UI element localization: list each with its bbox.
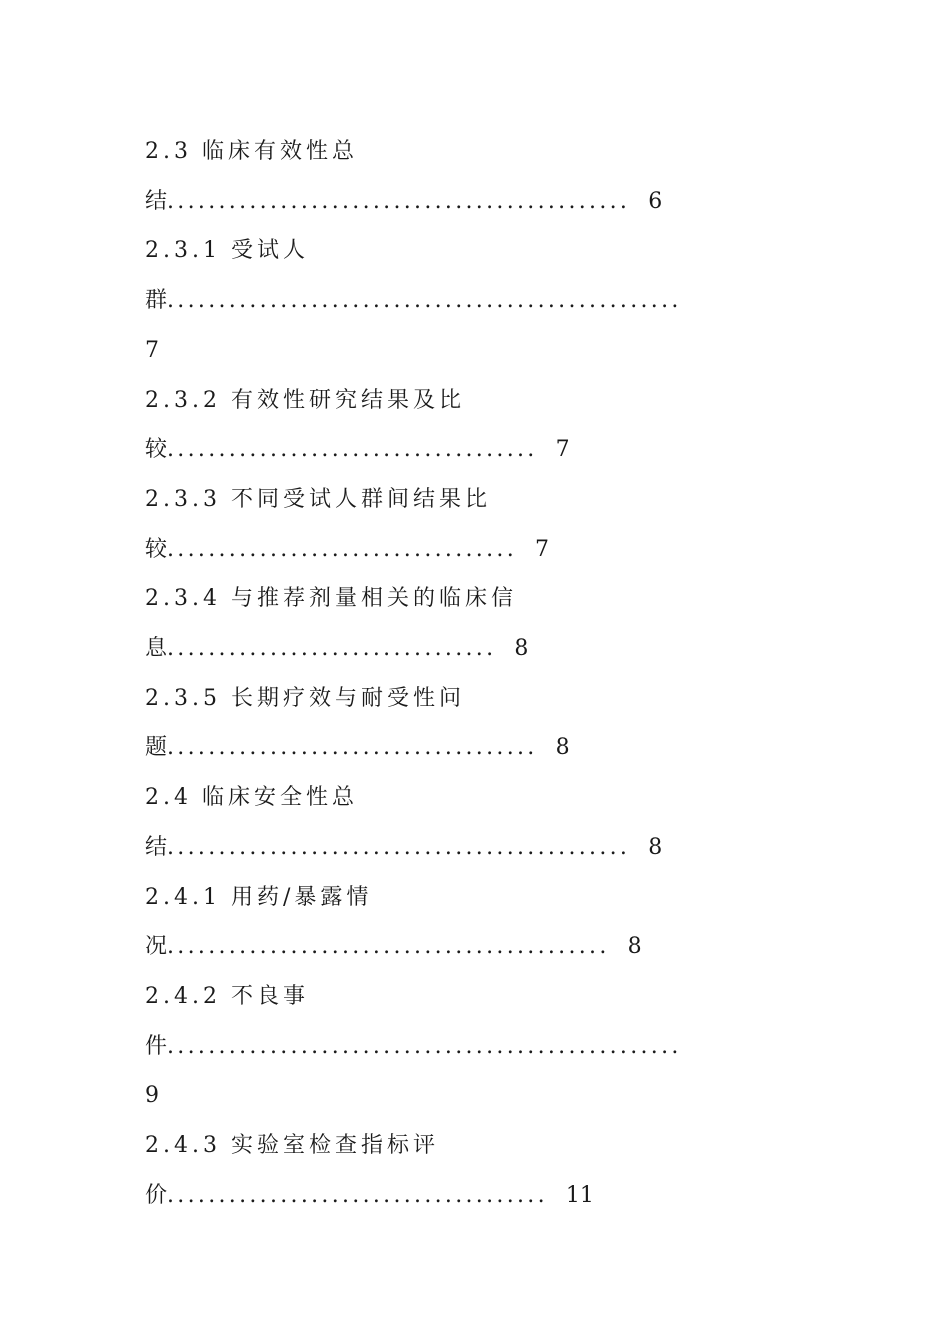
toc-page-number: 6	[648, 188, 663, 214]
toc-entry-title: 实验室检查指标评	[230, 1133, 439, 1158]
toc-entry-title: 与推荐剂量相关的临床信	[230, 586, 517, 612]
toc-entry-number: 2.3.1	[145, 238, 221, 264]
toc-page-number: 11	[565, 1182, 594, 1208]
toc-page-number: 9	[145, 1083, 159, 1109]
toc-entry-number: 2.4.2	[145, 983, 221, 1009]
toc-page-number: 8	[514, 636, 529, 661]
toc-dot-leader: .............................................	[167, 834, 631, 860]
toc-entry-number: 2.4.1	[145, 884, 221, 910]
toc-dot-leader: ..................................................	[167, 1033, 682, 1059]
toc-entry-leader-line[interactable]	[145, 634, 528, 664]
toc-dot-leader: .............................................	[167, 188, 631, 214]
toc-page-number: 7	[145, 337, 159, 363]
toc-entry-title: 长期疗效与耐受性问	[230, 685, 465, 711]
toc-dot-leader: .....................................	[167, 1182, 548, 1208]
toc-entry-leader-line[interactable]	[145, 535, 549, 565]
toc-entry-title-end: 较	[145, 437, 168, 463]
toc-entry-title-end: 息	[145, 636, 168, 661]
toc-entry-title: 不良事	[230, 983, 309, 1009]
toc-entry-number: 2.3.3	[145, 486, 221, 512]
toc-page-number: 7	[555, 437, 570, 463]
toc-entry-leader-line[interactable]	[145, 187, 662, 217]
toc-entry-number: 2.4.3	[145, 1133, 221, 1158]
toc-entry-title: 不同受试人群间结果比	[230, 486, 491, 512]
toc-entry-leader-line[interactable]	[145, 286, 682, 316]
toc-page-number: 8	[555, 735, 570, 761]
toc-entry-heading[interactable]	[145, 485, 491, 515]
toc-entry-heading[interactable]	[145, 236, 309, 266]
toc-page-number: 7	[534, 536, 549, 562]
toc-entry-title-end: 结	[145, 188, 168, 214]
toc-entry-title-end: 况	[145, 934, 168, 960]
toc-page-number: 8	[627, 934, 642, 960]
toc-entry-leader-line[interactable]	[145, 733, 570, 763]
toc-entry-heading[interactable]	[145, 1131, 439, 1161]
toc-dot-leader: ................................	[167, 636, 497, 661]
toc-entry-title-end: 件	[145, 1033, 168, 1059]
toc-entry-title: 临床有效性总	[202, 139, 359, 164]
toc-entry-number: 2.3.4	[145, 586, 221, 612]
toc-entry-leader-line[interactable]	[145, 435, 570, 465]
toc-page-number-wrapped	[145, 1081, 159, 1111]
toc-entry-title-end: 群	[145, 288, 168, 314]
toc-entry-leader-line[interactable]	[145, 833, 662, 863]
toc-entry-title-end: 结	[145, 834, 168, 860]
toc-entry-heading[interactable]	[145, 883, 372, 913]
toc-dot-leader: ..................................................	[167, 288, 682, 314]
toc-entry-heading[interactable]	[145, 137, 358, 167]
toc-entry-title: 临床安全性总	[202, 785, 359, 811]
toc-dot-leader: ....................................	[167, 437, 538, 463]
toc-entry-title: 有效性研究结果及比	[230, 387, 465, 413]
toc-entry-title-end: 题	[145, 735, 168, 761]
toc-page-number: 8	[648, 834, 663, 860]
toc-dot-leader: ...........................................	[167, 934, 610, 960]
toc-entry-number: 2.3.2	[145, 387, 221, 413]
toc-entry-heading[interactable]	[145, 584, 517, 614]
toc-entry-heading[interactable]	[145, 783, 358, 813]
toc-entry-leader-line[interactable]	[145, 1032, 682, 1062]
toc-entry-title: 用药/暴露情	[230, 884, 373, 910]
toc-entry-title-end: 较	[145, 536, 168, 562]
toc-dot-leader: ....................................	[167, 735, 538, 761]
toc-entry-number: 2.3	[145, 139, 192, 164]
toc-entry-number: 2.3.5	[145, 685, 221, 711]
toc-entry-title-end: 价	[145, 1182, 168, 1208]
toc-entry-heading[interactable]	[145, 684, 465, 714]
toc-entry-leader-line[interactable]	[145, 932, 642, 962]
toc-dot-leader: ..................................	[167, 536, 517, 562]
toc-entry-number: 2.4	[145, 785, 192, 811]
toc-entry-heading[interactable]	[145, 386, 465, 416]
toc-entry-title: 受试人	[230, 238, 309, 264]
toc-entry-heading[interactable]	[145, 982, 309, 1012]
toc-page-number-wrapped	[145, 336, 159, 366]
toc-entry-leader-line[interactable]	[145, 1181, 594, 1211]
